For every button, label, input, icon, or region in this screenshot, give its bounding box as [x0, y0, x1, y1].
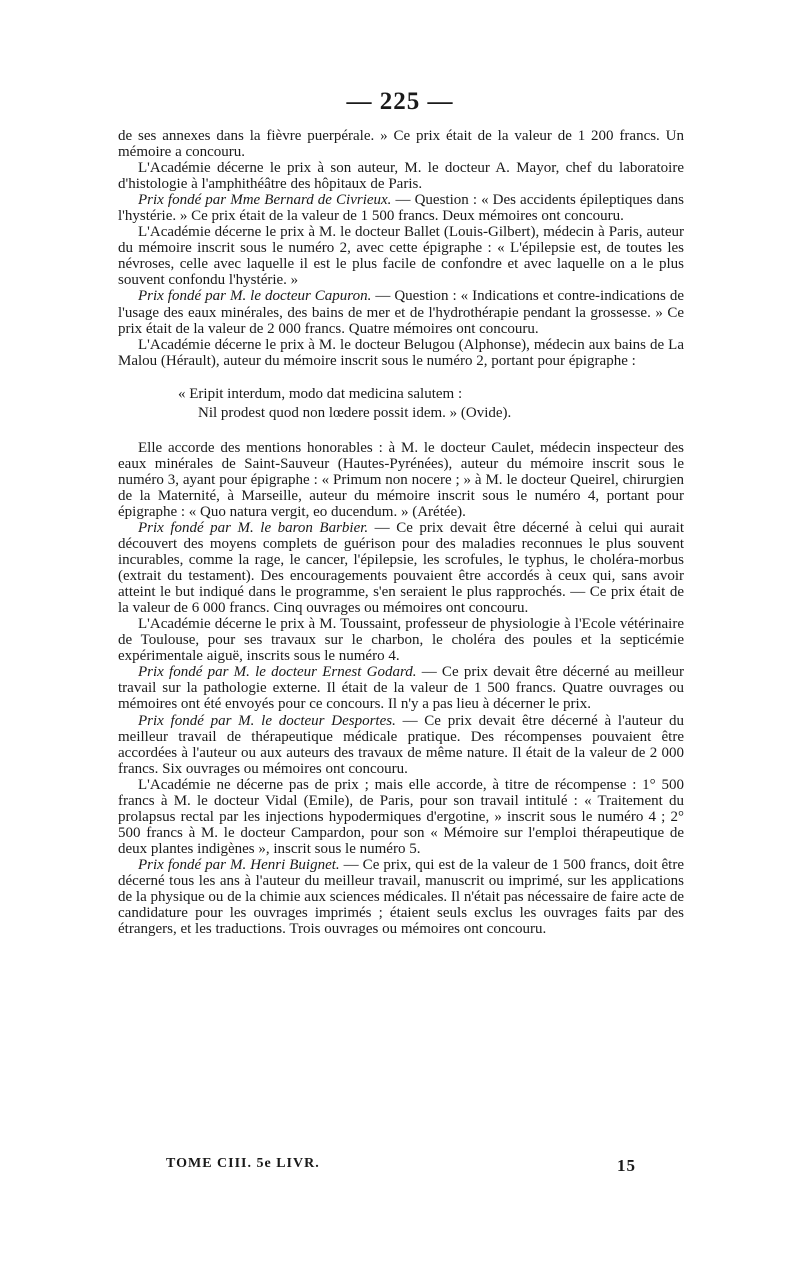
prize-title: Prix fondé par Mme Bernard de Civrieux.: [138, 192, 392, 209]
epigraph-line: Nil prodest quod non lœdere possit idem. » (Ovide).: [198, 404, 512, 421]
prize-title: Prix fondé par M. Henri Buignet.: [138, 856, 340, 873]
paragraph: L'Académie décerne le prix à M. Toussaint, professeur de physiologie à l'Ecole vétérinaire de Toulouse, pour ses travaux sur le charbon, le choléra des poules et la septicémie expérimentale aiguë, inscrits sous le numéro 4.: [118, 616, 684, 665]
paragraph: Prix fondé par M. le docteur Ernest Godard. — Ce prix devait être décerné au meilleur travail sur la pathologie externe. Il était de la valeur de 1 500 francs. Quatre ouvrages ou mémoires ont été envoyés pour ce concours. Il n'y a pas lieu à décerner le prix.: [118, 664, 685, 713]
paragraph: Prix fondé par M. Henri Buignet. — Ce prix, qui est de la valeur de 1 500 francs, doit être décerné tous les ans à l'auteur du meilleur travail, manuscrit ou imprimé, sur les applications de la physique ou de la chimie aux sciences médicales. Il n'était pas nécessaire de faire acte de candidature pour les ouvrages imprimés ; étaient seuls exclus les ouvrages faits par des étrangers, et les traductions. Trois ouvrages ou mémoires ont concouru.: [118, 856, 684, 938]
epigraph: [118, 385, 684, 423]
paragraph: Elle accorde des mentions honorables : à M. le docteur Caulet, médecin inspecteur des eaux minérales de Saint-Sauveur (Hautes-Pyrénées), auteur du mémoire inscrit sous le numéro 3, ayant pour épigraphe : « Primum non nocere ; » à M. le docteur Queirel, chirurgien de la Maternité, à Marseille, auteur du mémoire inscrit sous le numéro 4, portant pour épigraphe : « Quo natura vergit, eo ducendum. » (Arétée).: [118, 439, 684, 520]
epigraph-line: « Eripit interdum, modo dat medicina salutem :: [178, 385, 463, 402]
page-number: — 225 —: [346, 88, 454, 115]
paragraph: de ses annexes dans la fièvre puerpérale. » Ce prix était de la valeur de 1 200 francs. Un mémoire a concouru.: [118, 128, 684, 161]
page-body: [118, 128, 684, 937]
paragraph: L'Académie décerne le prix à M. le docteur Ballet (Louis-Gilbert), médecin à Paris, auteur du mémoire inscrit sous le numéro 2, avec cette épigraphe : « L'épilepsie est, de toutes les névroses, celle avec laquelle il est le plus facile de confondre et avec laquelle on a le plus souvent confondu l'hystérie. »: [118, 224, 684, 289]
paragraph: Prix fondé par M. le baron Barbier. — Ce prix devait être décerné à celui qui aurait découvert des moyens complets de guérison pour des maladies reconnues le plus souvent incurables, comme la rage, le cancer, l'épilepsie, les scrofules, le typhus, le choléra-morbus (extrait du testament). Des encouragements pouvaient être accordés à ceux qui, sans avoir atteint le but indiqué dans le programme, s'en seraient le plus rapprochés. — Ce prix était de la valeur de 6 000 francs. Cinq ouvrages ou mémoires ont concouru.: [118, 519, 684, 617]
signature-mark: 15: [617, 1156, 636, 1175]
paragraph: Prix fondé par M. le docteur Capuron. — Question : « Indications et contre-indications de l'usage des eaux minérales, des bains de mer et de l'hydrothérapie pendant la grossesse. » Ce prix était de la valeur de 2 000 francs. Quatre mémoires ont concouru.: [118, 288, 684, 337]
volume-label: TOME CIII. 5e LIVR.: [166, 1156, 320, 1171]
prize-title: Prix fondé par M. le baron Barbier.: [138, 519, 369, 536]
paragraph: L'Académie ne décerne pas de prix ; mais elle accorde, à titre de récompense : 1° 500 francs à M. le docteur Vidal (Emile), de Paris, pour son travail intitulé : « Traitement du prolapsus rectal par les injections hypodermiques d'ergotine, » inscrit sous le numéro 4 ; 2° 500 francs à M. le docteur Campardon, pour son « Mémoire sur l'emploi thérapeutique de deux plantes indigènes », inscrit sous le numéro 5.: [118, 776, 684, 857]
paragraph: L'Académie décerne le prix à M. le docteur Belugou (Alphonse), médecin aux bains de La Malou (Hérault), auteur du mémoire inscrit sous le numéro 2, portant pour épigraphe :: [118, 336, 684, 369]
page-footer: [166, 1156, 636, 1176]
paragraph: L'Académie décerne le prix à son auteur, M. le docteur A. Mayor, chef du laboratoire d'histologie à l'amphithéâtre des hôpitaux de Paris.: [118, 160, 684, 193]
prize-title: Prix fondé par M. le docteur Desportes.: [138, 712, 396, 729]
paragraph: Prix fondé par Mme Bernard de Civrieux. — Question : « Des accidents épileptiques dans l'hystérie. » Ce prix était de la valeur de 1 500 francs. Deux mémoires ont concouru.: [118, 192, 684, 225]
prize-title: Prix fondé par M. le docteur Ernest Godard.: [138, 664, 417, 681]
prize-title: Prix fondé par M. le docteur Capuron.: [138, 288, 372, 305]
paragraph: Prix fondé par M. le docteur Desportes. — Ce prix devait être décerné à l'auteur du meilleur travail de thérapeutique médicale pratique. Des récompenses pouvaient être accordées à l'auteur ou aux auteurs des travaux de même nature. Il était de la valeur de 2 000 francs. Six ouvrages ou mémoires ont concouru.: [118, 712, 684, 777]
